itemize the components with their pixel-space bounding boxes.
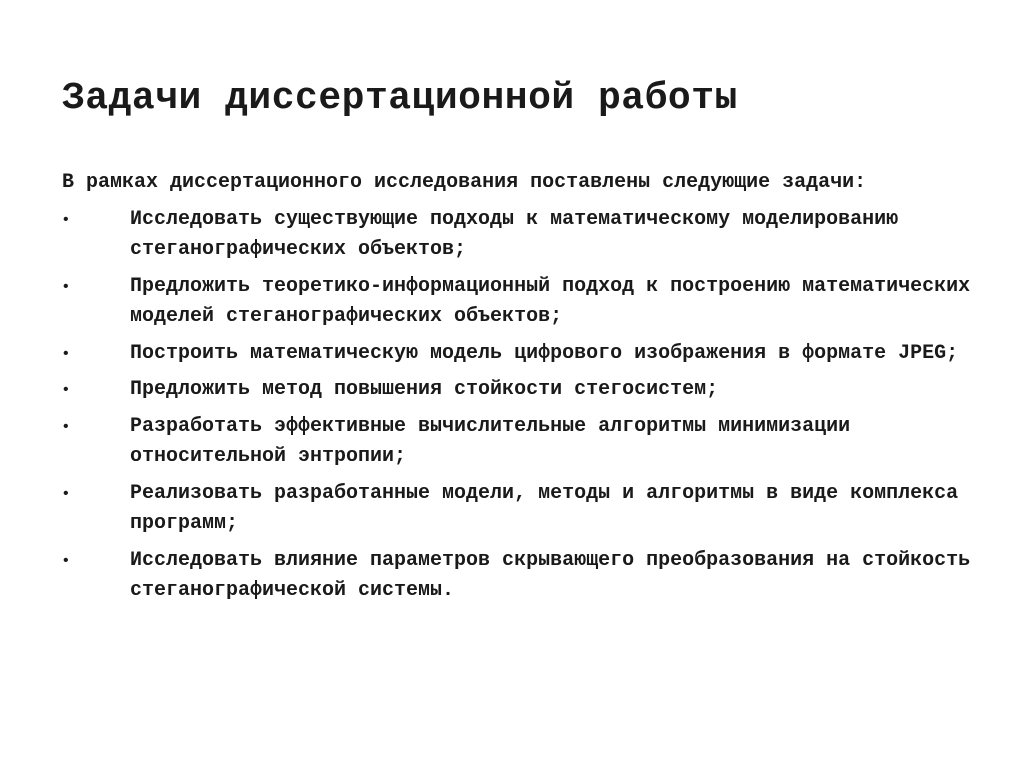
task-text: Предложить теоретико-информационный подход к построению математических моделей стеганографических объектов; <box>130 274 971 328</box>
bullet-icon: • <box>63 210 69 228</box>
task-item <box>62 375 992 406</box>
task-text: Предложить метод повышения стойкости стегосистем; <box>130 378 719 401</box>
task-item <box>62 412 992 473</box>
task-text: Исследовать существующие подходы к математическому моделированию стеганографических объектов; <box>130 207 899 261</box>
intro-text: В рамках диссертационного исследования поставлены следующие задачи: <box>62 171 867 194</box>
bullet-icon: • <box>63 551 69 569</box>
task-text: Исследовать влияние параметров скрывающего преобразования на стойкость стеганографической системы. <box>130 548 971 602</box>
slide-content <box>62 168 992 613</box>
task-text: Реализовать разработанные модели, методы и алгоритмы в виде комплекса программ; <box>130 481 959 535</box>
bullet-icon: • <box>63 277 69 295</box>
task-list <box>62 205 992 607</box>
task-item <box>62 339 992 370</box>
task-item <box>62 546 992 607</box>
task-text: Построить математическую модель цифрового изображения в формате JPEG; <box>130 341 959 365</box>
bullet-icon: • <box>63 484 69 502</box>
bullet-icon: • <box>63 417 69 435</box>
task-item <box>62 272 992 333</box>
task-item <box>62 205 992 266</box>
task-text: Разработать эффективные вычислительные алгоритмы минимизации относительной энтропии; <box>130 414 851 468</box>
slide-title: Задачи диссертационной работы <box>62 77 738 120</box>
bullet-icon: • <box>63 344 69 362</box>
task-item <box>62 479 992 540</box>
bullet-icon: • <box>63 381 69 398</box>
